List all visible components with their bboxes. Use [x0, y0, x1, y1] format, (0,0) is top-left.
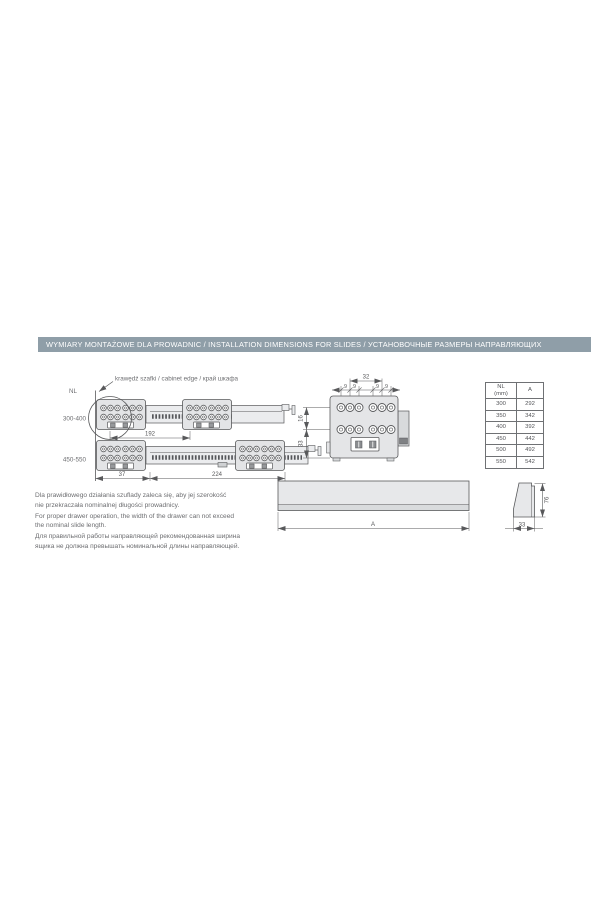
- nl-label: NL: [69, 388, 78, 395]
- dim-76-label: 76: [544, 496, 551, 504]
- drawer-panel-drawing: [278, 481, 469, 531]
- table-header-nl: NL (mm): [486, 383, 517, 399]
- note-line-ru-1: Для правильной работы направляющей рекомендованная ширина: [35, 533, 240, 541]
- dimensions-table: [485, 382, 544, 469]
- dim-9-label: 9: [376, 384, 379, 390]
- range-top-label: 300-400: [62, 415, 86, 423]
- dim-224-label: 224: [211, 472, 223, 478]
- note-line-en-1: For proper drawer operation, the width of the drawer can not exceed: [35, 512, 235, 520]
- section-title: WYMIARY MONTAŻOWE DLA PROWADNIC / INSTALLATION DIMENSIONS FOR SLIDES / УСТАНОВОЧНЫЕ РАЗМЕРЫ НАПРАВЛЯЮЩИХ: [46, 340, 542, 349]
- note-line-pl-2: nie przekraczała nominalnej długości prowadnicy.: [35, 501, 180, 509]
- slide-drawing-300-400: [63, 397, 295, 441]
- table-row: 300 292: [486, 399, 544, 411]
- range-bottom-label: 450-550: [62, 456, 86, 464]
- note-line-en-2: the nominal slide length.: [35, 522, 107, 530]
- dim-32-label: 32: [362, 374, 370, 381]
- dim-a-label: A: [370, 522, 376, 528]
- dim-9-label: 9: [344, 384, 347, 390]
- dim-37-label: 37: [118, 472, 126, 478]
- table-header-a: A: [517, 383, 544, 399]
- dim-9-label: 9: [353, 384, 356, 390]
- profile-drawing: [505, 483, 551, 532]
- dimension-table-body: [486, 399, 544, 469]
- table-row: 500 492: [486, 445, 544, 457]
- table-row: 400 392: [486, 422, 544, 434]
- table-row: 350 342: [486, 410, 544, 422]
- dim-16-label: 16: [298, 415, 305, 422]
- note-line-pl-1: Dla prawidłowego działania szuflady zaleca się, aby jej szerokość: [35, 492, 227, 499]
- slide-drawing-450-550: [63, 441, 321, 482]
- dim-33-label: 33: [298, 440, 305, 448]
- table-row: 450 442: [486, 433, 544, 445]
- dim-33-bottom-label: 33: [518, 522, 526, 529]
- cabinet-edge-label: krawędź szafki / cabinet edge / край шкафа: [115, 375, 239, 383]
- table-header-row: [486, 383, 544, 399]
- dim-9-label: 9: [385, 384, 388, 390]
- table-row: 550 542: [486, 456, 544, 468]
- note-line-ru-2: ящика не должна превышать номинальной длины направляющей.: [35, 542, 240, 550]
- dim-192-label: 192: [144, 431, 156, 438]
- notes-block: [35, 491, 295, 552]
- leader-arrow: [99, 382, 113, 392]
